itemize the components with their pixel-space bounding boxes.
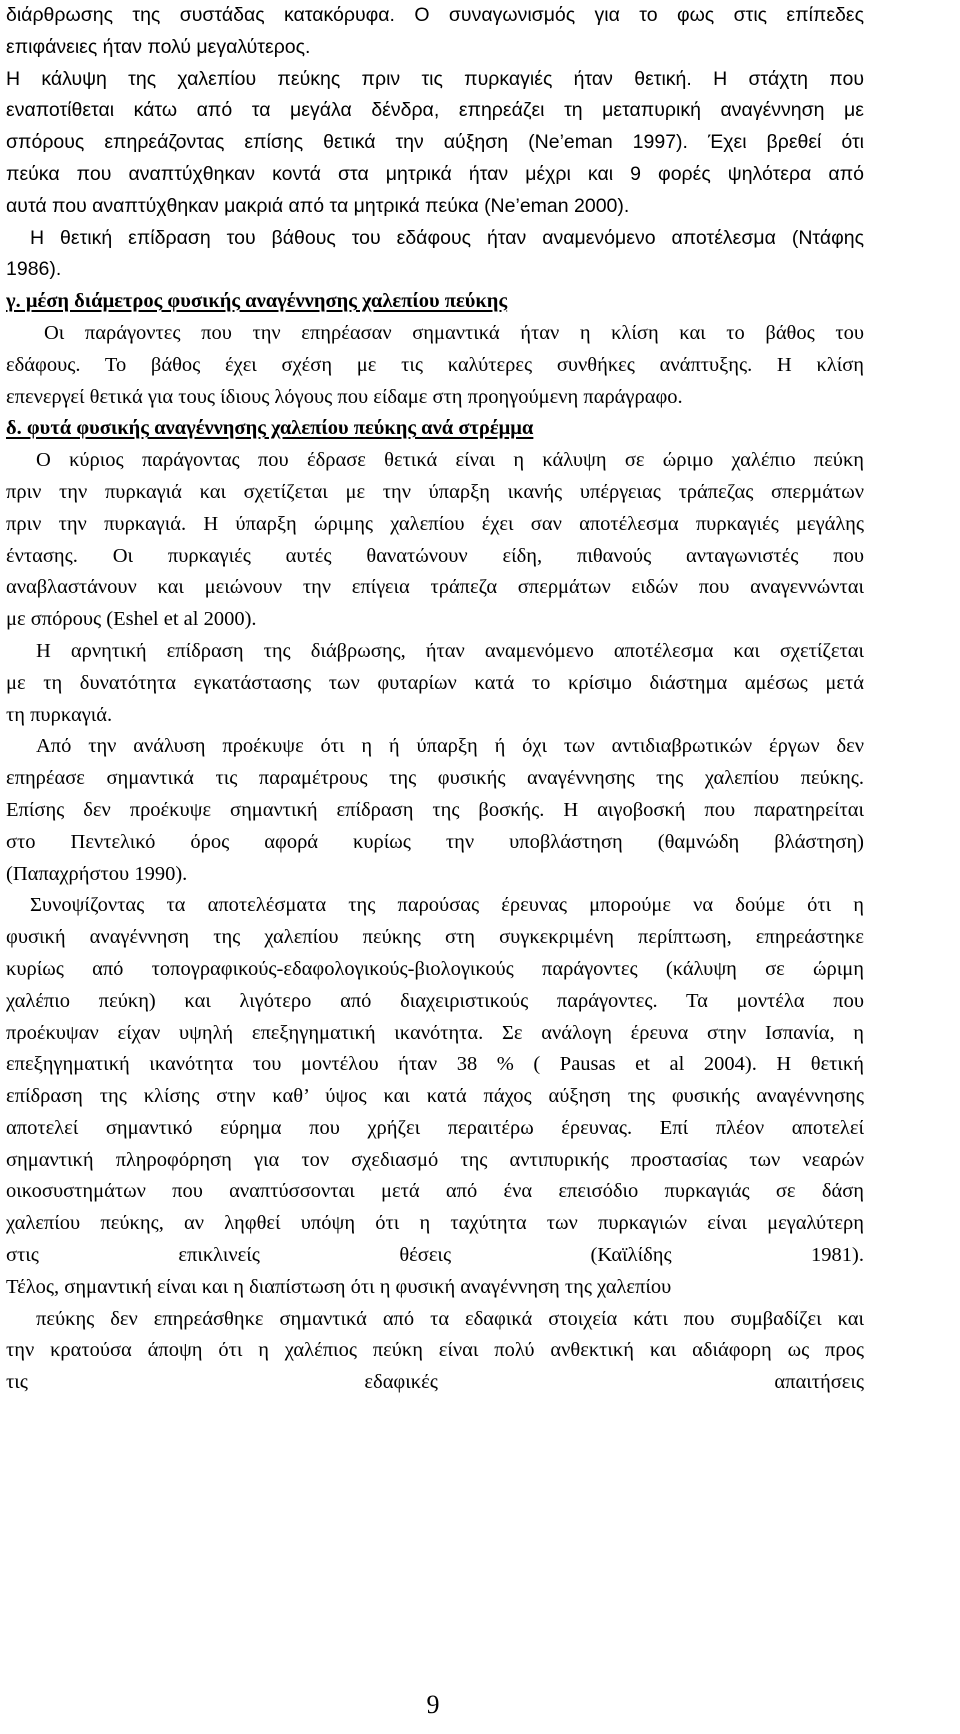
document-body xyxy=(6,0,864,1431)
text-line: αποτελεί σημαντικό εύρημα που χρήζει περαιτέρω έρευνας. Επί πλέον αποτελεί xyxy=(6,1116,864,1139)
text-line: αναβλαστάνουν και μειώνουν την επίγεια τράπεζα σπερμάτων ειδών που αναγεννώνται xyxy=(6,576,864,599)
text-line: χαλέπιο πεύκη) και λιγότερο από διαχειριστικούς παράγοντες. Τα μοντέλα που xyxy=(6,989,864,1012)
text-line: Η κάλυψη της χαλεπίου πεύκης πριν τις πυρκαγιές ήταν θετική. Η στάχτη που xyxy=(6,67,864,90)
text-line: Τέλος, σημαντική είναι και η διαπίστωση ότι η φυσική αναγέννηση της χαλεπίου xyxy=(6,1275,672,1298)
text-line: διάρθρωσης της συστάδας κατακόρυφα. Ο συναγωνισμός για το φως στις επίπεδες xyxy=(6,4,864,26)
text-line: Οι παράγοντες που την επηρέασαν σημαντικά ήταν η κλίση και το βάθος του xyxy=(44,321,864,344)
text-line: Από την ανάλυση προέκυψε ότι η ή ύπαρξη ή όχι των αντιδιαβρωτικών έργων δεν xyxy=(36,735,864,758)
page-number: 9 xyxy=(426,1690,440,1719)
text-line: έντασης. Οι πυρκαγιές αυτές θανατώνουν είδη, πιθανούς ανταγωνιστές που xyxy=(6,544,864,567)
text-line: αυτά που αναπτύχθηκαν μακριά από τα μητρικά πεύκα (Ne’eman 2000). xyxy=(6,194,630,217)
text-line: πεύκα που αναπτύχθηκαν κοντά στα μητρικά ήταν μέχρι και 9 φορές ψηλότερα από xyxy=(6,162,864,185)
text-line: στο Πεντελικό όρος αφορά κυρίως την υποβλάστηση (θαμνώδη βλάστηση) xyxy=(6,830,864,853)
text-line: επιφάνειες ήταν πολύ μεγαλύτερος. xyxy=(6,35,311,58)
text-line: 1986). xyxy=(6,258,62,281)
text-line: στις επικλινείς θέσεις (Καϊλίδης 1981). xyxy=(6,1244,864,1267)
text-line: (Παπαχρήστου 1990). xyxy=(6,862,188,885)
text-line: Η θετική επίδραση του βάθους του εδάφους ήταν αναμενόμενο αποτέλεσμα (Ντάφης xyxy=(30,226,864,249)
text-line: φυσική αναγέννηση της χαλεπίου πεύκης στη συγκεκριμένη περίπτωση, επηρεάστηκε xyxy=(6,926,864,949)
text-line xyxy=(6,1399,864,1431)
section-heading-d: δ. φυτά φυσικής αναγέννησης χαλεπίου πεύκης ανά στρέμμα xyxy=(6,417,534,440)
text-line: Η αρνητική επίδραση της διάβρωσης, ήταν αναμενόμενο αποτέλεσμα και σχετίζεται xyxy=(36,639,864,662)
text-line: εδάφους. Το βάθος έχει σχέση με τις καλύτερες συνθήκες ανάπτυξης. Η κλίση xyxy=(6,353,864,376)
text-line: με σπόρους (Eshel et al 2000). xyxy=(6,608,257,631)
text-line: Συνοψίζοντας τα αποτελέσματα της παρούσας έρευνας μπορούμε να δούμε ότι η xyxy=(30,894,864,917)
text-line: την κρατούσα άποψη ότι η χαλέπιος πεύκη είναι πολύ ανθεκτική και αδιάφορη ως προς xyxy=(6,1339,864,1362)
text-line: Επίσης δεν προέκυψε σημαντική επίδραση της βοσκής. Η αιγοβοσκή που παρατηρείται xyxy=(6,798,864,821)
text-line: χαλεπίου πεύκης, αν ληφθεί υπόψη ότι η ταχύτητα των πυρκαγιών είναι μεγαλύτερη xyxy=(6,1212,864,1235)
text-line: πριν την πυρκαγιά. Η ύπαρξη ώριμης χαλεπίου έχει σαν αποτέλεσμα πυρκαγιές μεγάλης xyxy=(6,512,864,535)
text-line: Ο κύριος παράγοντας που έδρασε θετικά είναι η κάλυψη σε ώριμο χαλέπιο πεύκη xyxy=(36,449,864,472)
text-line: τις εδαφικές απαιτήσεις xyxy=(6,1371,864,1394)
text-line: με τη δυνατότητα εγκατάστασης των φυταρίων κατά το κρίσιμο διάστημα αμέσως μετά xyxy=(6,671,864,694)
text-line: επενεργεί θετικά για τους ίδιους λόγους που είδαμε στη προηγούμενη παράγραφο. xyxy=(6,385,683,408)
text-line: τη πυρκαγιά. xyxy=(6,703,113,726)
text-line: πριν την πυρκαγιά και σχετίζεται με την ύπαρξη ικανής υπέργειας τράπεζας σπερμάτων xyxy=(6,480,864,503)
text-line: επίδραση της κλίσης στην καθ’ ύψος και κατά πάχος αύξηση της φυσικής αναγέννησης xyxy=(6,1085,864,1108)
text-line: επηρέασε σημαντικά τις παραμέτρους της φυσικής αναγέννησης της χαλεπίου πεύκης. xyxy=(6,767,864,790)
section-heading-c: γ. μέση διάμετρος φυσικής αναγέννησης χαλεπίου πεύκης xyxy=(6,290,508,313)
text-line: σπόρους επηρεάζοντας επίσης θετικά την αύξηση (Ne’eman 1997). Έχει βρεθεί ότι xyxy=(6,131,864,154)
text-line: κυρίως από τοπογραφικούς-εδαφολογικούς-βιολογικούς παράγοντες (κάλυψη σε ώριμη xyxy=(6,957,864,980)
text-line: προέκυψαν είχαν υψηλή επεξηγηματική ικανότητα. Σε ανάλογη έρευνα στην Ισπανία, η xyxy=(6,1021,864,1044)
text-line: πεύκης δεν επηρεάσθηκε σημαντικά από τα εδαφικά στοιχεία κάτι που συμβαδίζει και xyxy=(36,1307,864,1330)
text-line: επεξηγηματική ικανότητα του μοντέλου ήταν 38 % ( Pausas et al 2004). Η θετική xyxy=(6,1053,864,1076)
text-line: σημαντική πληροφόρηση για τον σχεδιασμό της αντιπυρικής προστασίας των νεαρών xyxy=(6,1148,864,1171)
text-line: οικοσυστημάτων που αναπτύσσονται μετά από ένα επεισόδιο πυρκαγιάς σε δάση xyxy=(6,1180,864,1203)
text-line: εναποτίθεται κάτω από τα μεγάλα δένδρα, επηρεάζει τη μεταπυρική αναγέννηση με xyxy=(6,99,864,122)
